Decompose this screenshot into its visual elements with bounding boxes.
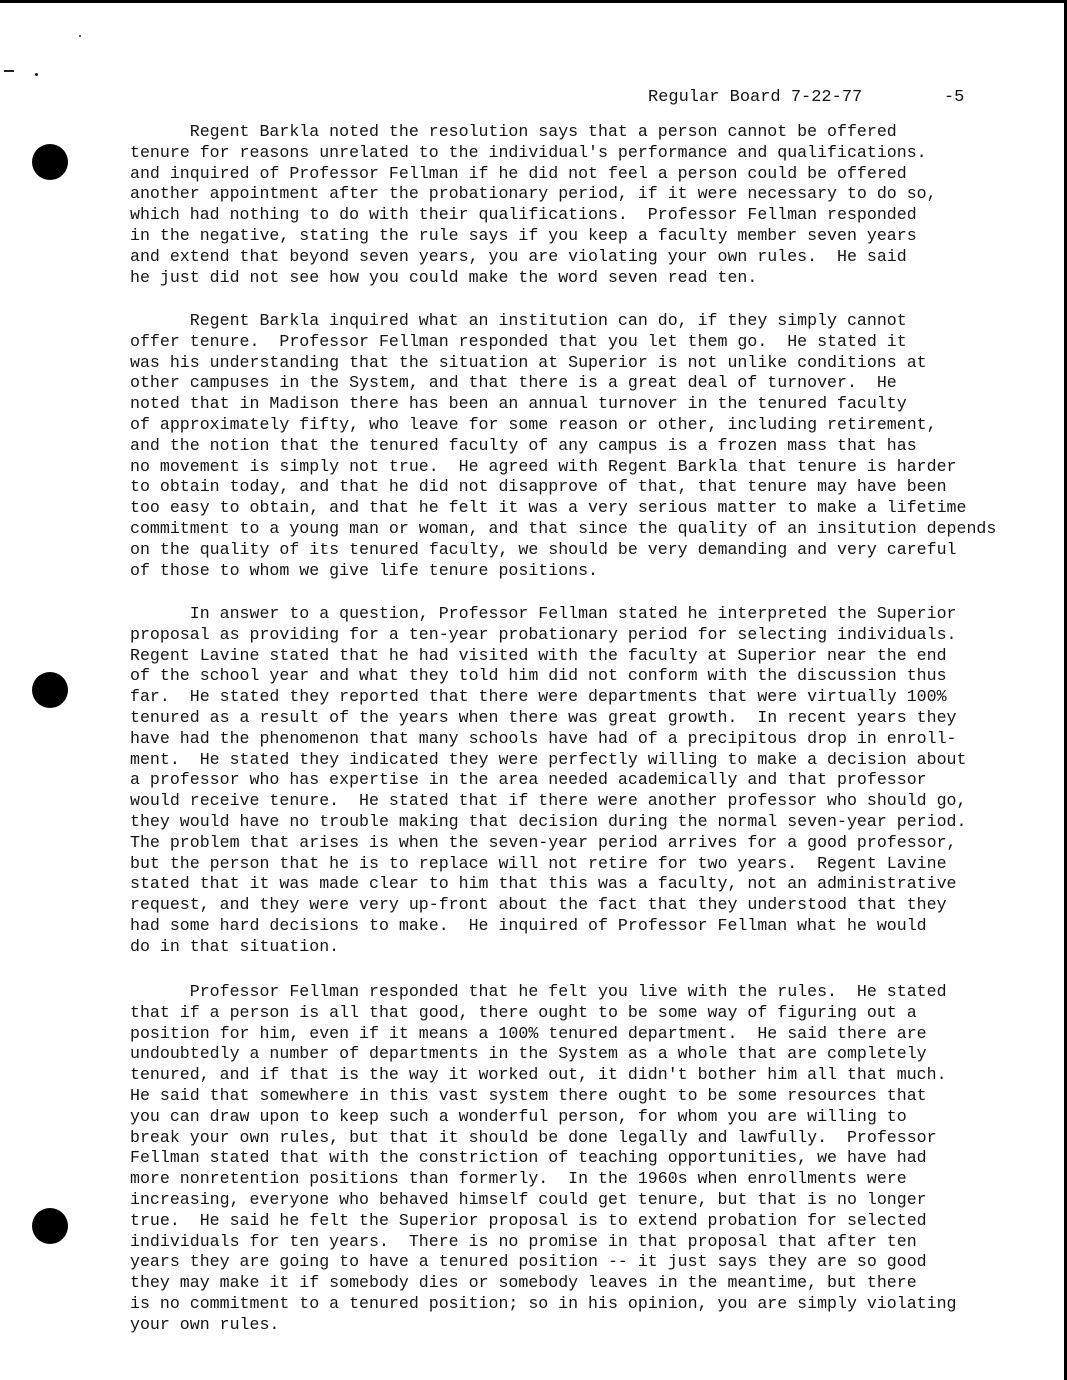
text-line: too easy to obtain, and that he felt it was a very serious matter to make a lifetime [130,498,967,518]
text-line: do in that situation. [130,936,340,956]
text-line: Professor Fellman responded that he felt you live with the rules. He stated [130,982,947,1001]
text-line: have had the phenomenon that many schools have had of a precipitous drop in enroll- [130,728,957,748]
punch-hole [32,144,68,180]
text-line: tenured, and if that is the way it worked out, it didn't bother him all that much. [130,1065,947,1085]
text-line: a professor who has expertise in the area needed academically and that professor [130,770,927,790]
text-line: of those to whom we give life tenure positions. [130,560,599,580]
text-line: which had nothing to do with their qualifications. Professor Fellman responded [130,205,917,225]
text-line: of approximately fifty, who leave for some reason or other, including retirement, [130,414,937,434]
paragraph-1 [130,122,1030,288]
text-line: tenure for reasons unrelated to the individual's performance and qualifications. [130,142,927,162]
text-line: request, and they were very up-front about the fact that they understood that they [130,895,947,915]
text-line: He said that somewhere in this vast system there ought to be some resources that [130,1085,927,1105]
text-line: would receive tenure. He stated that if there were another professor who should go, [130,791,967,811]
paragraph-4 [130,982,1030,1336]
text-line: and the notion that the tenured faculty of any campus is a frozen mass that has [130,435,917,455]
text-line: and extend that beyond seven years, you are violating your own rules. He said [130,246,907,266]
text-line: of the school year and what they told him did not conform with the discussion thus [130,666,947,686]
text-line: he just did not see how you could make the word seven read ten. [130,267,758,287]
text-line: tenured as a result of the years when there was great growth. In recent years they [130,707,957,727]
text-line: your own rules. [130,1314,280,1334]
scan-top-edge [0,0,1067,3]
page-header [648,88,964,107]
text-line: individuals for ten years. There is no promise in that proposal that after ten [130,1231,917,1251]
text-line: another appointment after the probationary period, if it were necessary to do so, [130,184,937,204]
text-line: position for him, even if it means a 100% tenured department. He said there are [130,1023,927,1043]
text-line: is no commitment to a tenured position; so in his opinion, you are simply violating [130,1293,957,1313]
text-line: that if a person is all that good, there ought to be some way of figuring out a [130,1002,917,1022]
text-line: increasing, everyone who behaved himself could get tenure, but that is no longer [130,1189,927,1209]
text-line: Fellman stated that with the constriction of teaching opportunities, we have had [130,1148,927,1168]
text-line: In answer to a question, Professor Fellman stated he interpreted the Superior [130,604,957,623]
text-line: break your own rules, but that it should be done legally and lawfully. Professor [130,1127,937,1147]
text-line: on the quality of its tenured faculty, we should be very demanding and very careful [130,539,957,559]
text-line: to obtain today, and that he did not disapprove of that, that tenure may have been [130,477,947,497]
text-line: was his understanding that the situation at Superior is not unlike conditions at [130,352,927,372]
text-line: true. He said he felt the Superior proposal is to extend probation for selected [130,1210,927,1230]
text-line: no movement is simply not true. He agreed with Regent Barkla that tenure is harder [130,456,957,476]
text-line: had some hard decisions to make. He inquired of Professor Fellman what he would [130,915,927,935]
text-line: far. He stated they reported that there were departments that were virtually 100% [130,687,947,707]
text-line: stated that it was made clear to him that this was a faculty, not an administrative [130,874,957,894]
text-line: they may make it if somebody dies or somebody leaves in the meantime, but there [130,1273,917,1293]
scan-mark [4,70,14,72]
text-line: proposal as providing for a ten-year probationary period for selecting individuals. [130,624,957,644]
text-line: undoubtedly a number of departments in the System as a whole that are completely [130,1044,927,1064]
text-line: other campuses in the System, and that there is a great deal of turnover. He [130,373,897,393]
text-line: Regent Barkla noted the resolution says that a person cannot be offered [130,122,897,141]
punch-hole [32,672,68,708]
text-line: ment. He stated they indicated they were perfectly willing to make a decision about [130,749,967,769]
text-line: years they are going to have a tenured position -- it just says they are so good [130,1252,927,1272]
paragraph-3 [130,604,1030,958]
paragraph-2 [130,311,1030,581]
text-line: you can draw upon to keep such a wonderful person, for whom you are willing to [130,1106,907,1126]
text-line: more nonretention positions than formerly. In the 1960s when enrollments were [130,1169,907,1189]
scan-speck [79,35,81,37]
text-line: The problem that arises is when the seven-year period arrives for a good professor, [130,832,957,852]
text-line: Regent Barkla inquired what an institution can do, if they simply cannot [130,311,907,330]
scan-speck [35,73,38,76]
text-line: Regent Lavine stated that he had visited with the faculty at Superior near the end [130,645,947,665]
text-line: offer tenure. Professor Fellman responded that you let them go. He stated it [130,331,907,351]
text-line: commitment to a young man or woman, and that since the quality of an insitution depends [130,518,997,538]
text-line: they would have no trouble making that decision during the normal seven-year period. [130,811,967,831]
text-line: in the negative, stating the rule says if you keep a faculty member seven years [130,225,917,245]
text-line: and inquired of Professor Fellman if he did not feel a person could be offered [130,163,907,183]
page-number: -5 [943,88,965,107]
text-line: noted that in Madison there has been an annual turnover in the tenured faculty [130,394,907,414]
header-title: Regular Board 7-22-77 [648,88,863,107]
text-line: but the person that he is to replace will not retire for two years. Regent Lavine [130,853,947,873]
punch-hole [32,1208,68,1244]
